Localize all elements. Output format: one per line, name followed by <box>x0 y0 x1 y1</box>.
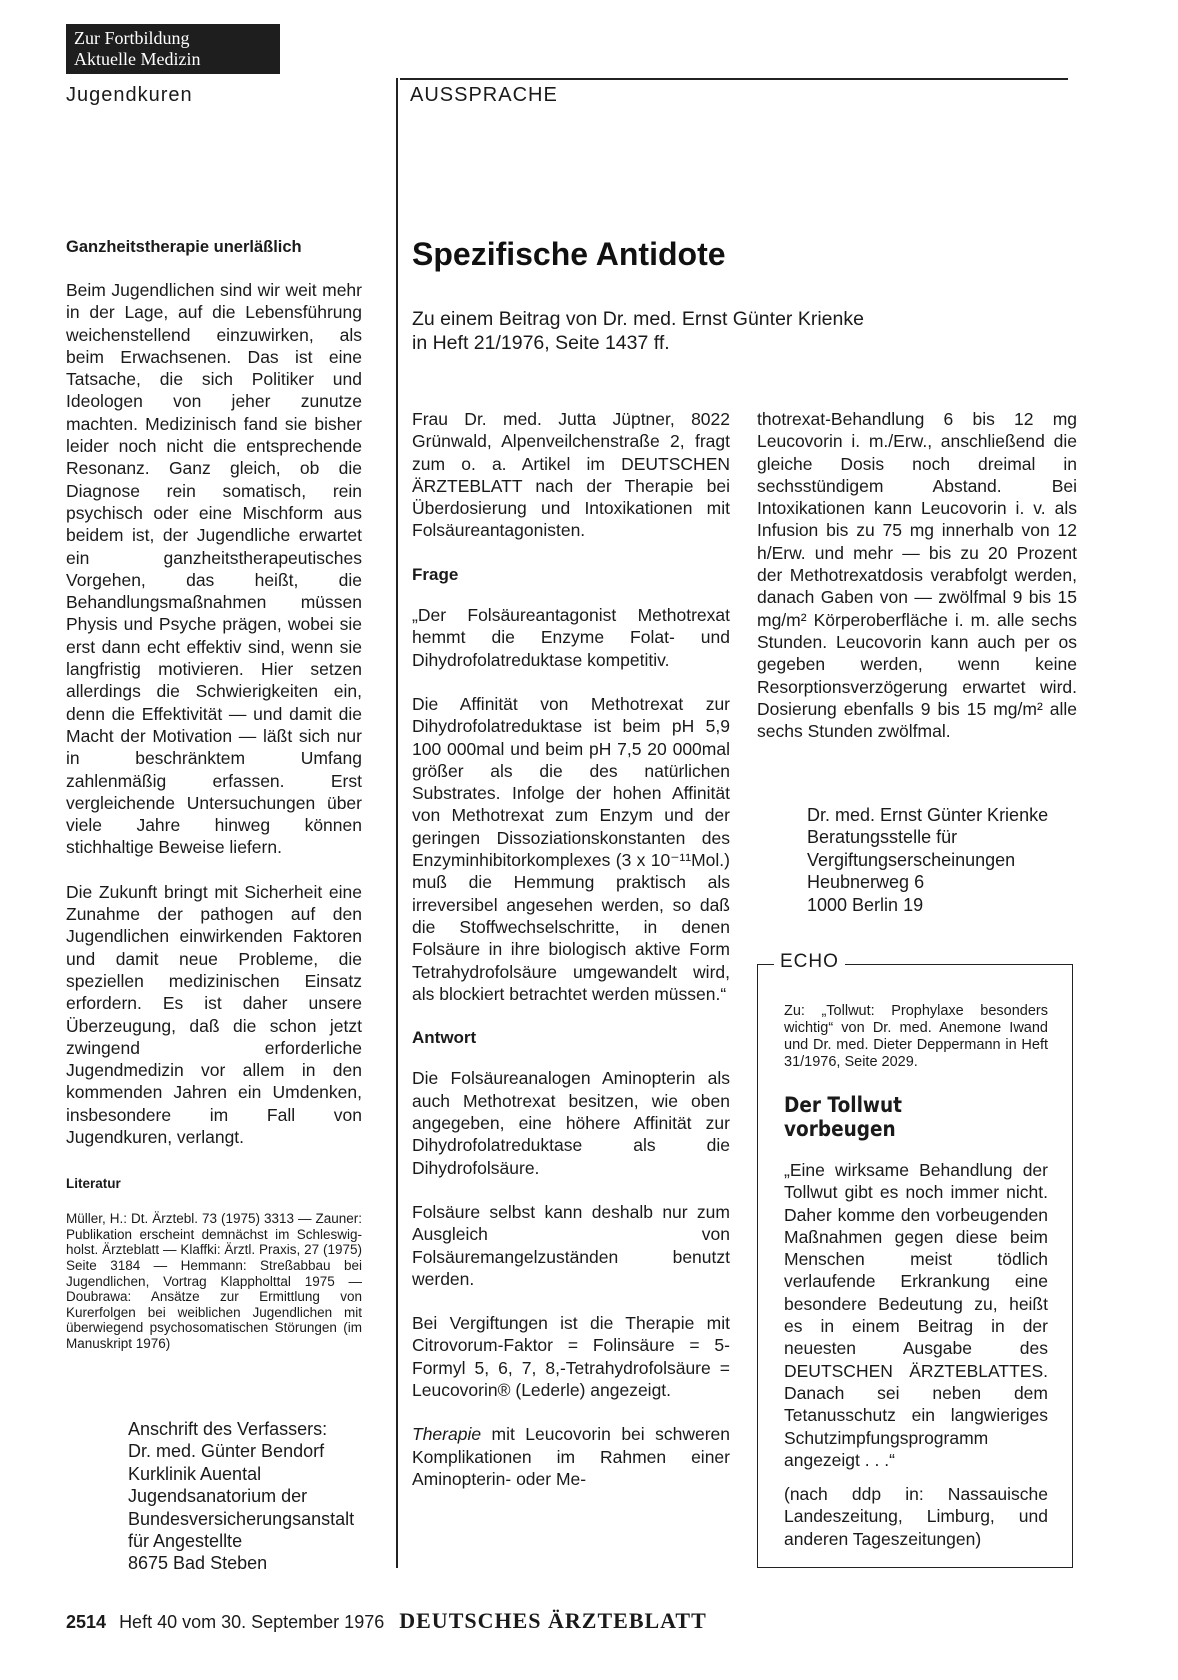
section-label-line1: Zur Fortbildung <box>74 28 190 48</box>
author-address <box>128 1418 368 1575</box>
article-title: Spezifische Antidote <box>412 236 726 272</box>
left-heading: Ganzheitstherapie unerläßlich <box>66 238 302 256</box>
signature-line: Beratungsstelle für <box>807 827 958 848</box>
page-number: 2514 <box>66 1612 107 1632</box>
dosage-paragraph: thotrexat-Behandlung 6 bis 12 mg Leucovorin i. m./Erw., anschließend die gleiche Dosis noch dreimal in sechsstündigem Abstand. Bei Intoxikationen kann Leucovorin i. v. als Infusion bis zu 75 mg innerhalb von 12 h/Erw. und mehr — bis zu 20 Prozent der Methotrexatdosis verabfolgt werden, danach Gaben von — zwölfmal 9 bis 15 mg/m² Körperoberfläche i. m. alle sechs Stunden. Leucovorin kann auch per os gegeben werden, wenn keine Resorptionsverzögerung erwartet wird. Dosierung ebenfalls 9 bis 15 mg/m² alle sechs Stunden zwölfmal. <box>757 409 1077 742</box>
subtitle-line2: in Heft 21/1976, Seite 1437 ff. <box>412 332 670 354</box>
echo-label: ECHO <box>774 951 845 973</box>
header-rule <box>400 78 1068 80</box>
antwort-heading: Antwort <box>412 1028 477 1048</box>
signature-line: Dr. med. Ernst Günter Krienke <box>807 805 1049 825</box>
column-divider <box>396 78 398 1568</box>
echo-source: (nach ddp in: Nassauische Landeszeitung, Limburg, und anderen Tageszeitungen) <box>784 1484 1048 1549</box>
left-paragraph-1: Beim Jugendlichen sind wir weit mehr in der Lage, auf die Lebensführung weichenstellend einzuwirken, als beim Erwachsenen. Das ist eine Tatsache, die sich Politiker und Ideologen von jeher zunutze machten. Medizinisch fand sie bisher leider noch nicht die entsprechende Resonanz. Ganz gleich, ob die Diagnose rein somatisch, rein psychisch oder eine Mischform aus beidem ist, der Jugendliche erwartet ein ganzheitstherapeutisches Vorgehen, das heißt, die Behandlungsmaßnahmen müssen Physis und Psyche prägen, wobei sie erst dann echt effektiv sind, wenn sie langfristig motivieren. Hier setzen allerdings die Schwierigkeiten ein, denn die Effektivität — und damit die Macht der Motivation — läßt sich nur in beschränktem Umfang zahlenmäßig erfassen. Erst vergleichende Untersuchungen über viele Jahre hinweg können stichhaltige Beweise liefern. <box>66 280 362 858</box>
article-signature <box>807 804 1048 916</box>
antwort-paragraph-4-text: mit Leucovorin bei schweren Komplikationen im Rahmen einer Aminopterin- oder Me- <box>412 1424 730 1489</box>
frage-paragraph-2: Die Affinität von Methotrexat zur Dihydrofolatreduktase ist beim pH 5,9 100 000mal und beim pH 7,5 20 000mal größer als die des natürlichen Substrates. Infolge der hohen Affinität von Methotrexat zum Enzym und der geringen Dissoziationskonstanten des Enzyminhibitorkomplexes (3 x 10⁻¹¹Mol.) muß die Hemmung praktisch als irreversibel angesehen werden, so daß die Stoffwechselschritte, in denen Folsäure in ihre biologisch aktive Form Tetrahydrofolsäure umgewandelt wird, als blockiert betrachtet werden müssen.“ <box>412 693 730 1004</box>
address-line: für Angestellte <box>128 1531 243 1552</box>
subtitle-line1: Zu einem Beitrag von Dr. med. Ernst Günter Krienke <box>412 308 864 330</box>
signature-line: Heubnerweg 6 <box>807 872 925 893</box>
article-column-2 <box>757 408 1077 764</box>
frage-paragraph-1: „Der Folsäureantagonist Methotrexat hemmt die Enzyme Folat- und Dihydrofolatreduktase kompetitiv. <box>412 605 730 670</box>
address-line: Kurklinik Auental <box>128 1463 262 1484</box>
article-column-1 <box>412 408 730 1512</box>
address-line: Anschrift des Verfassers: <box>128 1419 328 1439</box>
address-line: Bundesversicherungsanstalt <box>128 1508 355 1529</box>
therapie-word: Therapie <box>412 1424 482 1445</box>
section-title-left: Jugendkuren <box>66 84 193 106</box>
literature-text: Müller, H.: Dt. Ärztebl. 73 (1975) 3313 — Zauner: Publikation erscheint demnächst im Schleswig-holst. Ärzteblatt — Klaffki: Ärztl. Praxis, 27 (1975) Seite 3184 — Hemmann: Streßabbau bei Jugendlichen, Vortrag Klappholttal 1975 — Doubrawa: Ansätze zur Ermittlung von Kurerfolgen bei weiblichen Jugendlichen mit überwiegend psychosomatischen Störungen (im Manuskript 1976) <box>66 1211 362 1352</box>
intro-paragraph: Frau Dr. med. Jutta Jüptner, 8022 Grünwald, Alpenveilchenstraße 2, fragt zum o. a. Artikel im DEUTSCHEN ÄRZTEBLATT nach der Therapie bei Überdosierung und Intoxikationen mit Folsäureantagonisten. <box>412 409 730 541</box>
antwort-paragraph-2: Folsäure selbst kann deshalb nur zum Ausgleich von Folsäuremangelzuständen benutzt werden. <box>412 1201 730 1289</box>
frage-heading: Frage <box>412 564 459 584</box>
address-line: Dr. med. Günter Bendorf <box>128 1441 325 1462</box>
antwort-paragraph-3: Bei Vergiftungen ist die Therapie mit Citrovorum-Faktor = Folinsäure = 5-Formyl 5, 6, 7, 8,-Tetrahydrofolsäure = Leucovorin® (Lederle) angezeigt. <box>412 1313 730 1400</box>
publication-brand: DEUTSCHES ÄRZTEBLATT <box>399 1608 707 1633</box>
literature-heading: Literatur <box>66 1176 121 1192</box>
address-line: Jugendsanatorium der <box>128 1486 308 1507</box>
section-title-right: AUSSPRACHE <box>410 84 558 106</box>
signature-line: 1000 Berlin 19 <box>807 894 924 915</box>
signature-line: Vergiftungserscheinungen <box>807 849 1016 870</box>
echo-title: Der Tollwut vorbeugen <box>784 1093 903 1141</box>
address-line: 8675 Bad Steben <box>128 1553 268 1574</box>
footer <box>66 1608 707 1634</box>
section-label-box <box>66 24 280 74</box>
article-subtitle <box>412 307 864 355</box>
echo-content <box>784 1003 1048 1572</box>
section-label-line2: Aktuelle Medizin <box>74 49 201 69</box>
echo-reference: Zu: „Tollwut: Prophylaxe besonders wichtig“ von Dr. med. Anemone Iwand und Dr. med. Dieter Deppermann in Heft 31/1976, Seite 2029. <box>784 1003 1048 1070</box>
antwort-paragraph-4 <box>412 1423 730 1490</box>
echo-quote: „Eine wirksame Behandlung der Tollwut gibt es noch immer nicht. Daher komme den vorbeugenden Maßnahmen gegen diese beim Menschen meist tödlich verlaufende Erkrankung eine besondere Bedeutung zu, heißt es in einem Beitrag in der neuesten Ausgabe des DEUTSCHEN ÄRZTEBLATTES. Danach sei neben dem Tetanusschutz ein langwieriges Schutzimpfungsprogramm angezeigt . . .“ <box>784 1160 1048 1470</box>
issue-info: Heft 40 vom 30. September 1976 <box>119 1612 385 1632</box>
left-column <box>66 238 362 1352</box>
left-paragraph-2: Die Zukunft bringt mit Sicherheit eine Zunahme der pathogen auf den Jugendlichen einwirkenden Faktoren und damit neue Probleme, die speziellen medizinischen Einsatz erfordern. Es ist daher unsere Überzeugung, daß die schon jetzt zwingend erforderliche Jugendmedizin vor allem in den kommenden Jahren ein Umdenken, insbesondere im Fall von Jugendkuren, verlangt. <box>66 881 362 1147</box>
antwort-paragraph-1: Die Folsäureanalogen Aminopterin als auch Methotrexat besitzen, wie oben angegeben, eine höhere Affinität zur Dihydrofolatreduktase als die Dihydrofolsäure. <box>412 1068 730 1178</box>
